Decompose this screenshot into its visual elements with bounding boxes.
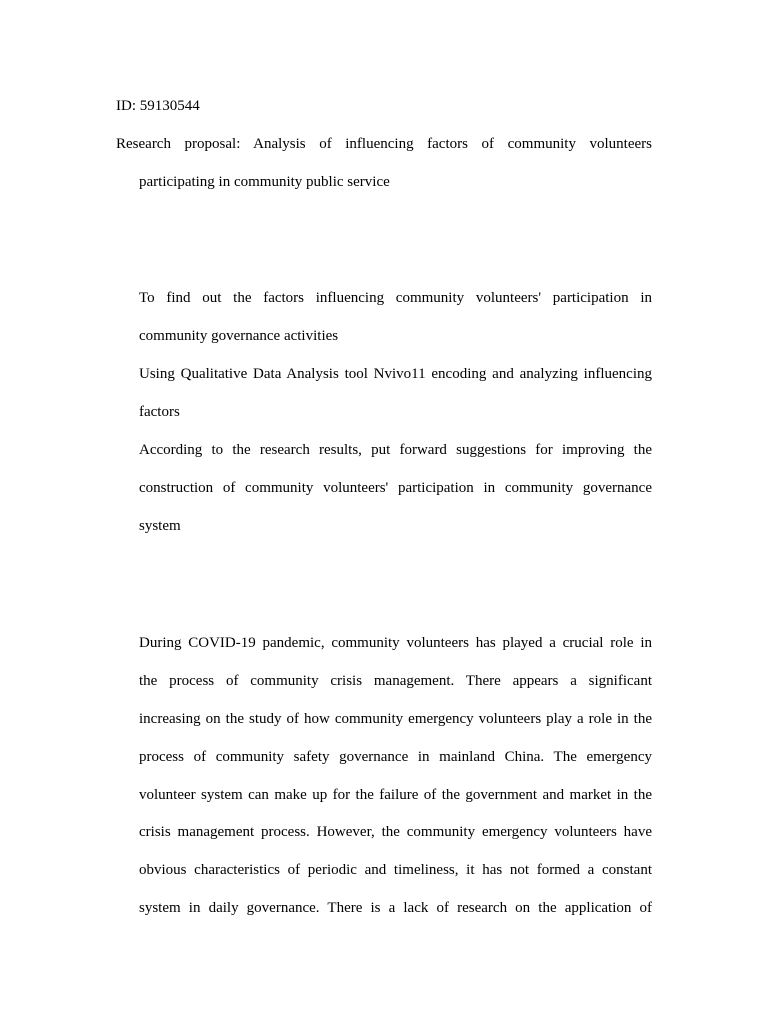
body-paragraph-line: crisis management process. However, the community emergency volunteers have <box>139 824 652 840</box>
body-paragraph-line: the process of community crisis management. There appears a significant <box>139 673 652 689</box>
body-paragraph-line: During COVID-19 pandemic, community volunteers has played a crucial role in <box>139 635 652 651</box>
proposal-title-line-1: Research proposal: Analysis of influencing factors of community volunteers <box>116 136 652 152</box>
body-paragraph-line: volunteer system can make up for the failure of the government and market in the <box>139 787 652 803</box>
body-paragraph-line: increasing on the study of how community emergency volunteers play a role in the <box>139 711 652 727</box>
objective-2-line-1: Using Qualitative Data Analysis tool Nvivo11 encoding and analyzing influencing <box>139 366 652 382</box>
objective-1-line-1: To find out the factors influencing community volunteers' participation in <box>139 290 652 306</box>
objective-3-line-2: construction of community volunteers' participation in community governance <box>139 480 652 496</box>
objective-3-line-3: system <box>139 518 181 534</box>
body-paragraph-line: process of community safety governance in mainland China. The emergency <box>139 749 652 765</box>
objective-2-line-2: factors <box>139 404 180 420</box>
objective-1-line-2: community governance activities <box>139 328 339 344</box>
document-id: ID: 59130544 <box>116 98 200 114</box>
body-paragraph-line: obvious characteristics of periodic and timeliness, it has not formed a constant <box>139 862 652 878</box>
body-paragraph-line: system in daily governance. There is a lack of research on the application of <box>139 900 652 916</box>
objective-3-line-1: According to the research results, put forward suggestions for improving the <box>139 442 652 458</box>
proposal-title-line-2: participating in community public service <box>139 174 390 190</box>
